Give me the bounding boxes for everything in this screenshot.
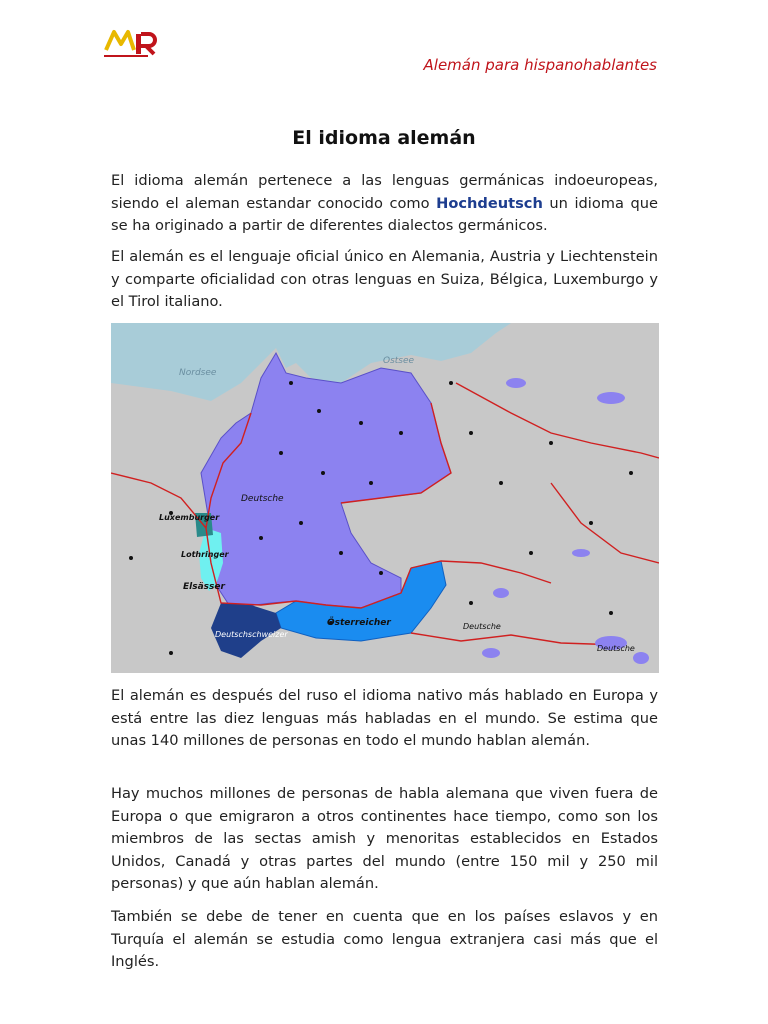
paragraph-diaspora: Hay muchos millones de personas de habla alemana que viven fuera de Europa o que emigraron a otros continentes hace tiempo, como son los miembros de las sectas amish y menoritas establecidos en Estados Unidos, Canadá y otras partes del mundo (entre 150 mil y 250 mil personas) y que aún hablan alemán. xyxy=(111,785,658,892)
map-label-elsasser: Elsässer xyxy=(183,582,225,592)
page-title: El idioma alemán xyxy=(292,127,476,149)
german-language-map xyxy=(111,323,659,673)
paragraph-foreign-language: También se debe de tener en cuenta que en los países eslavos y en Turquía el alemán se estudia como lengua extranjera casi más que el Inglés. xyxy=(111,908,658,970)
map-label-osterreicher: Österreicher xyxy=(327,618,391,628)
header-subtitle: Alemán para hispanohablantes xyxy=(423,56,657,74)
paragraph-official: El alemán es el lenguaje oficial único en Alemania, Austria y Liechtenstein y comparte oficialidad con otras lenguas en Suiza, Bélgica, Luxemburgo y el Tirol italiano. xyxy=(111,248,658,310)
map-label-deutsche-far-east: Deutsche xyxy=(597,644,635,653)
map-label-nordsee: Nordsee xyxy=(179,368,217,378)
map-label-lothringer: Lothringer xyxy=(181,550,229,559)
paragraph-intro-text-a: El idioma alemán pertenece a las lenguas germánicas indoeuropeas, siendo el aleman estandar conocido como xyxy=(111,172,658,212)
publisher-logo xyxy=(104,28,162,62)
map-label-deutsche-east: Deutsche xyxy=(463,622,501,631)
paragraph-intro xyxy=(111,170,658,238)
map-label-deutsche: Deutsche xyxy=(241,494,284,504)
map-label-luxemburger: Luxemburger xyxy=(159,513,220,522)
paragraph-intro-text-b: un idioma que se ha originado a partir de diferentes dialectos germánicos. xyxy=(111,194,659,234)
hochdeutsch-keyword: Hochdeutsch xyxy=(436,194,543,212)
paragraph-speakers: El alemán es después del ruso el idioma nativo más hablado en Europa y está entre las diez lenguas más habladas en el mundo. Se estima que unas 140 millones de personas en todo el mundo hablan alemán. xyxy=(111,687,658,749)
map-label-ostsee: Ostsee xyxy=(383,356,415,366)
map-label-schweizer: Deutschschweizer xyxy=(215,630,288,639)
